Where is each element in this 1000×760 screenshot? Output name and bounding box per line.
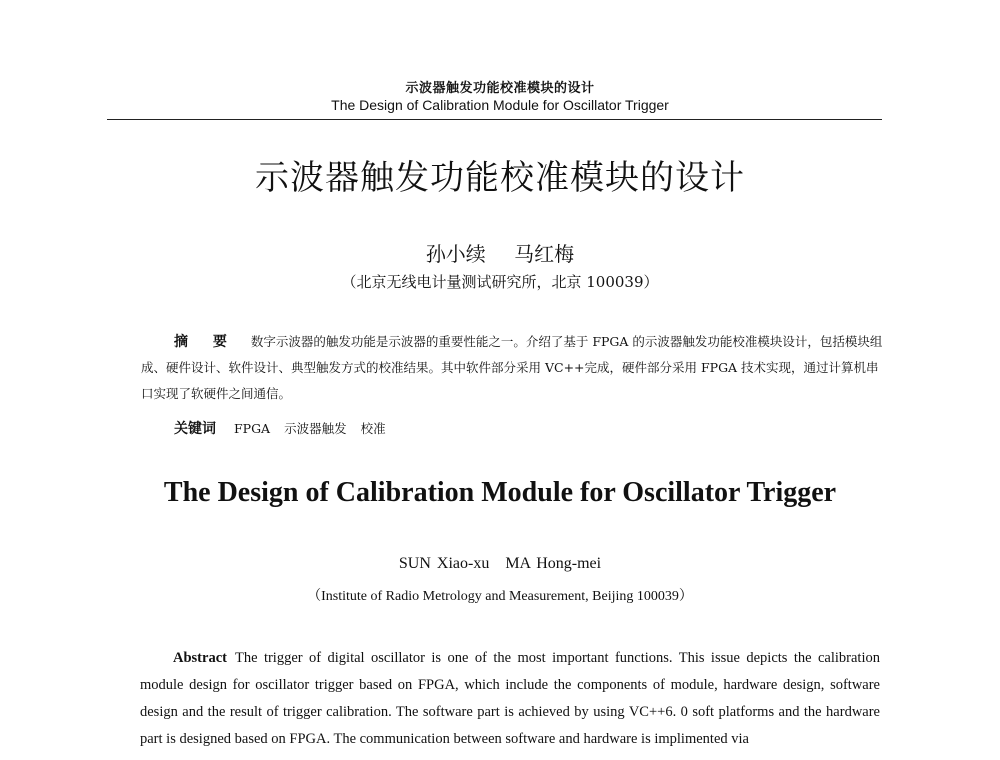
author-en: MA Hong-mei bbox=[505, 555, 602, 572]
keyword-cn: 示波器触发 bbox=[284, 421, 347, 436]
abstract-en-label: Abstract bbox=[173, 650, 227, 666]
abstract-en bbox=[140, 645, 880, 753]
author-en: SUN Xiao-xu bbox=[398, 555, 490, 572]
abstract-en-text: The trigger of digital oscillator is one of the most important functions. This issue depicts the calibration module design for oscillator trigger based on FPGA, which include the components of module, hardware design, software design and the result of trigger calibration. The software part is achieved by using VC++6. 0 soft platforms and the hardware part is designed based on FPGA. The communication between software and hardware is implimented via bbox=[140, 650, 880, 747]
header-divider bbox=[107, 119, 882, 120]
running-header-title-en: The Design of Calibration Module for Oscillator Trigger bbox=[331, 97, 669, 113]
paper-title-cn: 示波器触发功能校准模块的设计 bbox=[255, 159, 745, 197]
keywords-cn bbox=[174, 418, 396, 438]
running-header-title-cn: 示波器触发功能校准模块的设计 bbox=[405, 80, 595, 95]
keywords-cn-label: 关键词 bbox=[174, 421, 216, 437]
keyword-cn: 校准 bbox=[360, 421, 386, 436]
authors-en bbox=[0, 555, 1000, 573]
abstract-cn bbox=[141, 329, 883, 407]
abstract-cn-text: 数字示波器的触发功能是示波器的重要性能之一。介绍了基于 FPGA 的示波器触发功能校准模块设计，包括模块组成、硬件设计、软件设计、典型触发方式的校准结果。其中软件部分采用 VC++完成，硬件部分采用 FPGA 技术实现，通过计算机串口实现了软硬件之间通信。 bbox=[141, 334, 883, 401]
keyword-cn: FPGA bbox=[233, 421, 271, 436]
affiliation-en: （Institute of Radio Metrology and Measurement, Beijing 100039） bbox=[307, 589, 693, 604]
abstract-cn-label: 摘 要 bbox=[174, 334, 237, 350]
paper-title-en: The Design of Calibration Module for Oscillator Trigger bbox=[163, 477, 837, 508]
affiliation-cn: （北京无线电计量测试研究所，北京 100039） bbox=[341, 273, 659, 291]
authors-cn: 孙小续 马红梅 bbox=[425, 242, 575, 266]
